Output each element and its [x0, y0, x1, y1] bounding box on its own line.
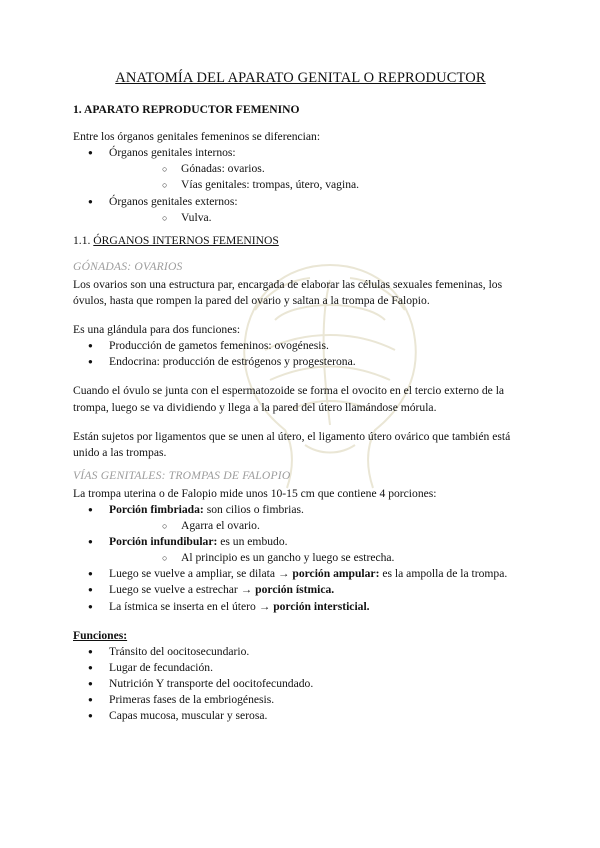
list-item: ○ Al principio es un gancho y luego se estrecha. [109, 550, 528, 566]
sub-list [109, 550, 528, 566]
list-item: ● Tránsito del oocitosecundario. [73, 644, 528, 660]
list-item: ● Lugar de fecundación. [73, 660, 528, 676]
paragraph: Los ovarios son una estructura par, encargada de elaborar las células sexuales femeninas, los óvulos, hasta que rompen la pared del ovario y saltan a la trompa de Falopio. [73, 277, 503, 308]
portions-list [73, 502, 528, 615]
page-title: ANATOMÍA DEL APARATO GENITAL O REPRODUCTOR [115, 70, 486, 86]
sub-list [109, 518, 528, 534]
list-item: ● Porción fimbriada: son cilios o fimbrias. ○ Agarra el ovario. [73, 502, 528, 534]
organs-list [73, 145, 528, 225]
list-item: ● Porción infundibular: es un embudo. ○ Al principio es un gancho y luego se estrecha. [73, 534, 528, 566]
intro-paragraph: Entre los órganos genitales femeninos se diferencian: [73, 130, 321, 144]
list-item: ○ Vías genitales: trompas, útero, vagina. [109, 177, 528, 193]
list-item: ● Luego se vuelve a ampliar, se dilata → porción ampular: es la ampolla de la trompa. [73, 566, 528, 582]
list-item: ● Órganos genitales externos: ○ Vulva. [73, 194, 528, 226]
paragraph: Están sujetos por ligamentos que se unen al útero, el ligamento útero ovárico que también está unido a las trompas. [73, 429, 511, 459]
paragraph: Es una glándula para dos funciones: [73, 323, 241, 337]
functions-list [73, 338, 528, 370]
subsection-heading: 1.1. ÓRGANOS INTERNOS FEMENINOS [73, 233, 279, 247]
document-body [73, 70, 528, 724]
list-item: ○ Vulva. [109, 210, 528, 226]
list-item: ● Endocrina: producción de estrógenos y progesterona. [73, 354, 528, 370]
paragraph: La trompa uterina o de Falopio mide unos 10-15 cm que contiene 4 porciones: [73, 486, 437, 500]
list-item: ● Producción de gametos femeninos: ovogénesis. [73, 338, 528, 354]
funciones-list [73, 644, 528, 724]
list-item: ● Órganos genitales internos: ○ Gónadas: ovarios. ○ Vías genitales: trompas, útero, vagina. [73, 145, 528, 193]
trompas-heading: VÍAS GENITALES: TROMPAS DE FALOPIO [73, 468, 291, 482]
sub-list [109, 210, 528, 226]
list-item: ● Nutrición Y transporte del oocitofecundado. [73, 676, 528, 692]
paragraph: Cuando el óvulo se junta con el espermatozoide se forma el ovocito en el tercio externo de la trompa, luego se va dividiendo y llega a la pared del útero llamándose mórula. [73, 384, 505, 414]
list-item: ● Luego se vuelve a estrechar → porción ístmica. [73, 582, 528, 598]
funciones-heading: Funciones: [73, 628, 128, 642]
list-item: ○ Agarra el ovario. [109, 518, 528, 534]
list-item: ○ Gónadas: ovarios. [109, 161, 528, 177]
list-item: ● La ístmica se inserta en el útero → porción intersticial. [73, 599, 528, 615]
list-item: ● Primeras fases de la embriogénesis. [73, 692, 528, 708]
list-item: ● Capas mucosa, muscular y serosa. [73, 708, 528, 724]
sub-list [109, 161, 528, 193]
section-heading: 1. APARATO REPRODUCTOR FEMENINO [73, 103, 300, 117]
gonadas-heading: GÓNADAS: OVARIOS [73, 259, 183, 273]
